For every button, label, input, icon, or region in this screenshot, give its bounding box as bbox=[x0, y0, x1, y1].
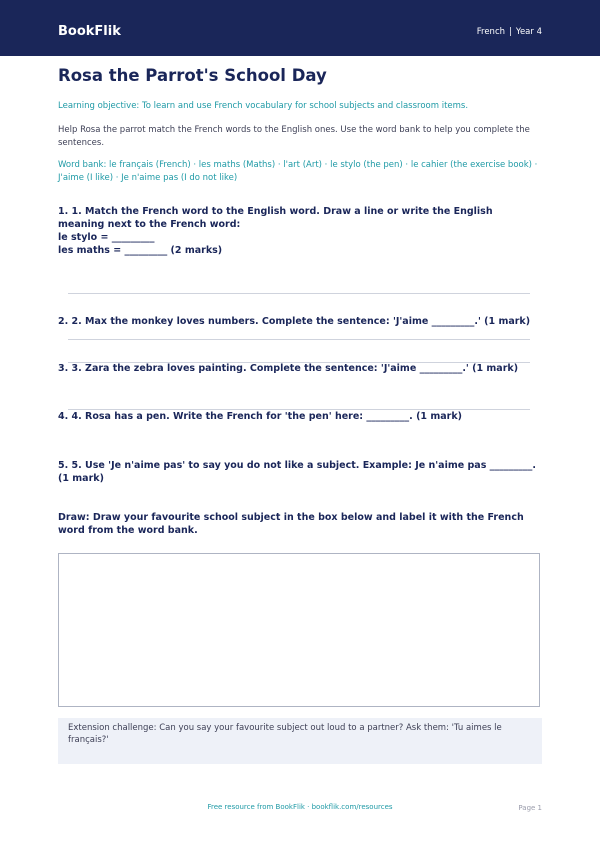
answer-line[interactable] bbox=[68, 362, 530, 363]
instructions: Help Rosa the parrot match the French words to the English ones. Use the word bank to help you complete the sentences. bbox=[58, 125, 530, 148]
question-1-line-maths: les maths = _________ (2 marks) bbox=[58, 245, 223, 256]
answer-line[interactable] bbox=[68, 339, 530, 340]
subject-label: French bbox=[476, 27, 506, 37]
footer-credit[interactable]: Free resource from BookFlik · bookflik.com/resources bbox=[207, 803, 393, 811]
answer-line[interactable] bbox=[68, 409, 530, 410]
subject-year-label bbox=[477, 27, 542, 37]
page-header bbox=[0, 0, 600, 56]
extension-challenge: Extension challenge: Can you say your favourite subject out loud to a partner? Ask them: 'Tu aimes le français?' bbox=[58, 718, 542, 764]
drawing-box[interactable] bbox=[58, 553, 540, 707]
draw-instruction: Draw: Draw your favourite school subject in the box below and label it with the French word from the word bank. bbox=[58, 512, 524, 536]
question-1 bbox=[58, 205, 540, 257]
question-5: 5. 5. Use 'Je n'aime pas' to say you do not like a subject. Example: Je n'aime pas _________. (1 mark) bbox=[58, 460, 537, 484]
word-bank: Word bank: le français (French) · les maths (Maths) · l'art (Art) · le stylo (the pen) · le cahier (the exercise book) · J'aime (I like) · Je n'aime pas (I do not like) bbox=[58, 160, 538, 183]
answer-line[interactable] bbox=[68, 293, 530, 294]
year-label: Year 4 bbox=[515, 27, 542, 37]
learning-objective: Learning objective: To learn and use French vocabulary for school subjects and classroom items. bbox=[58, 101, 469, 111]
worksheet-title: Rosa the Parrot's School Day bbox=[58, 66, 327, 85]
header-separator: | bbox=[509, 27, 512, 37]
page-number: Page 1 bbox=[518, 804, 542, 812]
question-4: 4. 4. Rosa has a pen. Write the French for 'the pen' here: _________. (1 mark) bbox=[58, 411, 462, 422]
question-1-line-stylo: le stylo = _________ bbox=[58, 232, 155, 243]
question-1-prompt: 1. 1. Match the French word to the English word. Draw a line or write the English meaning next to the French word: bbox=[58, 206, 493, 230]
question-3: 3. 3. Zara the zebra loves painting. Complete the sentence: 'J'aime _________.' (1 mark) bbox=[58, 363, 519, 374]
question-2: 2. 2. Max the monkey loves numbers. Complete the sentence: 'J'aime _________.' (1 mark) bbox=[58, 316, 531, 327]
brand-logo[interactable]: BookFlik bbox=[58, 24, 121, 39]
